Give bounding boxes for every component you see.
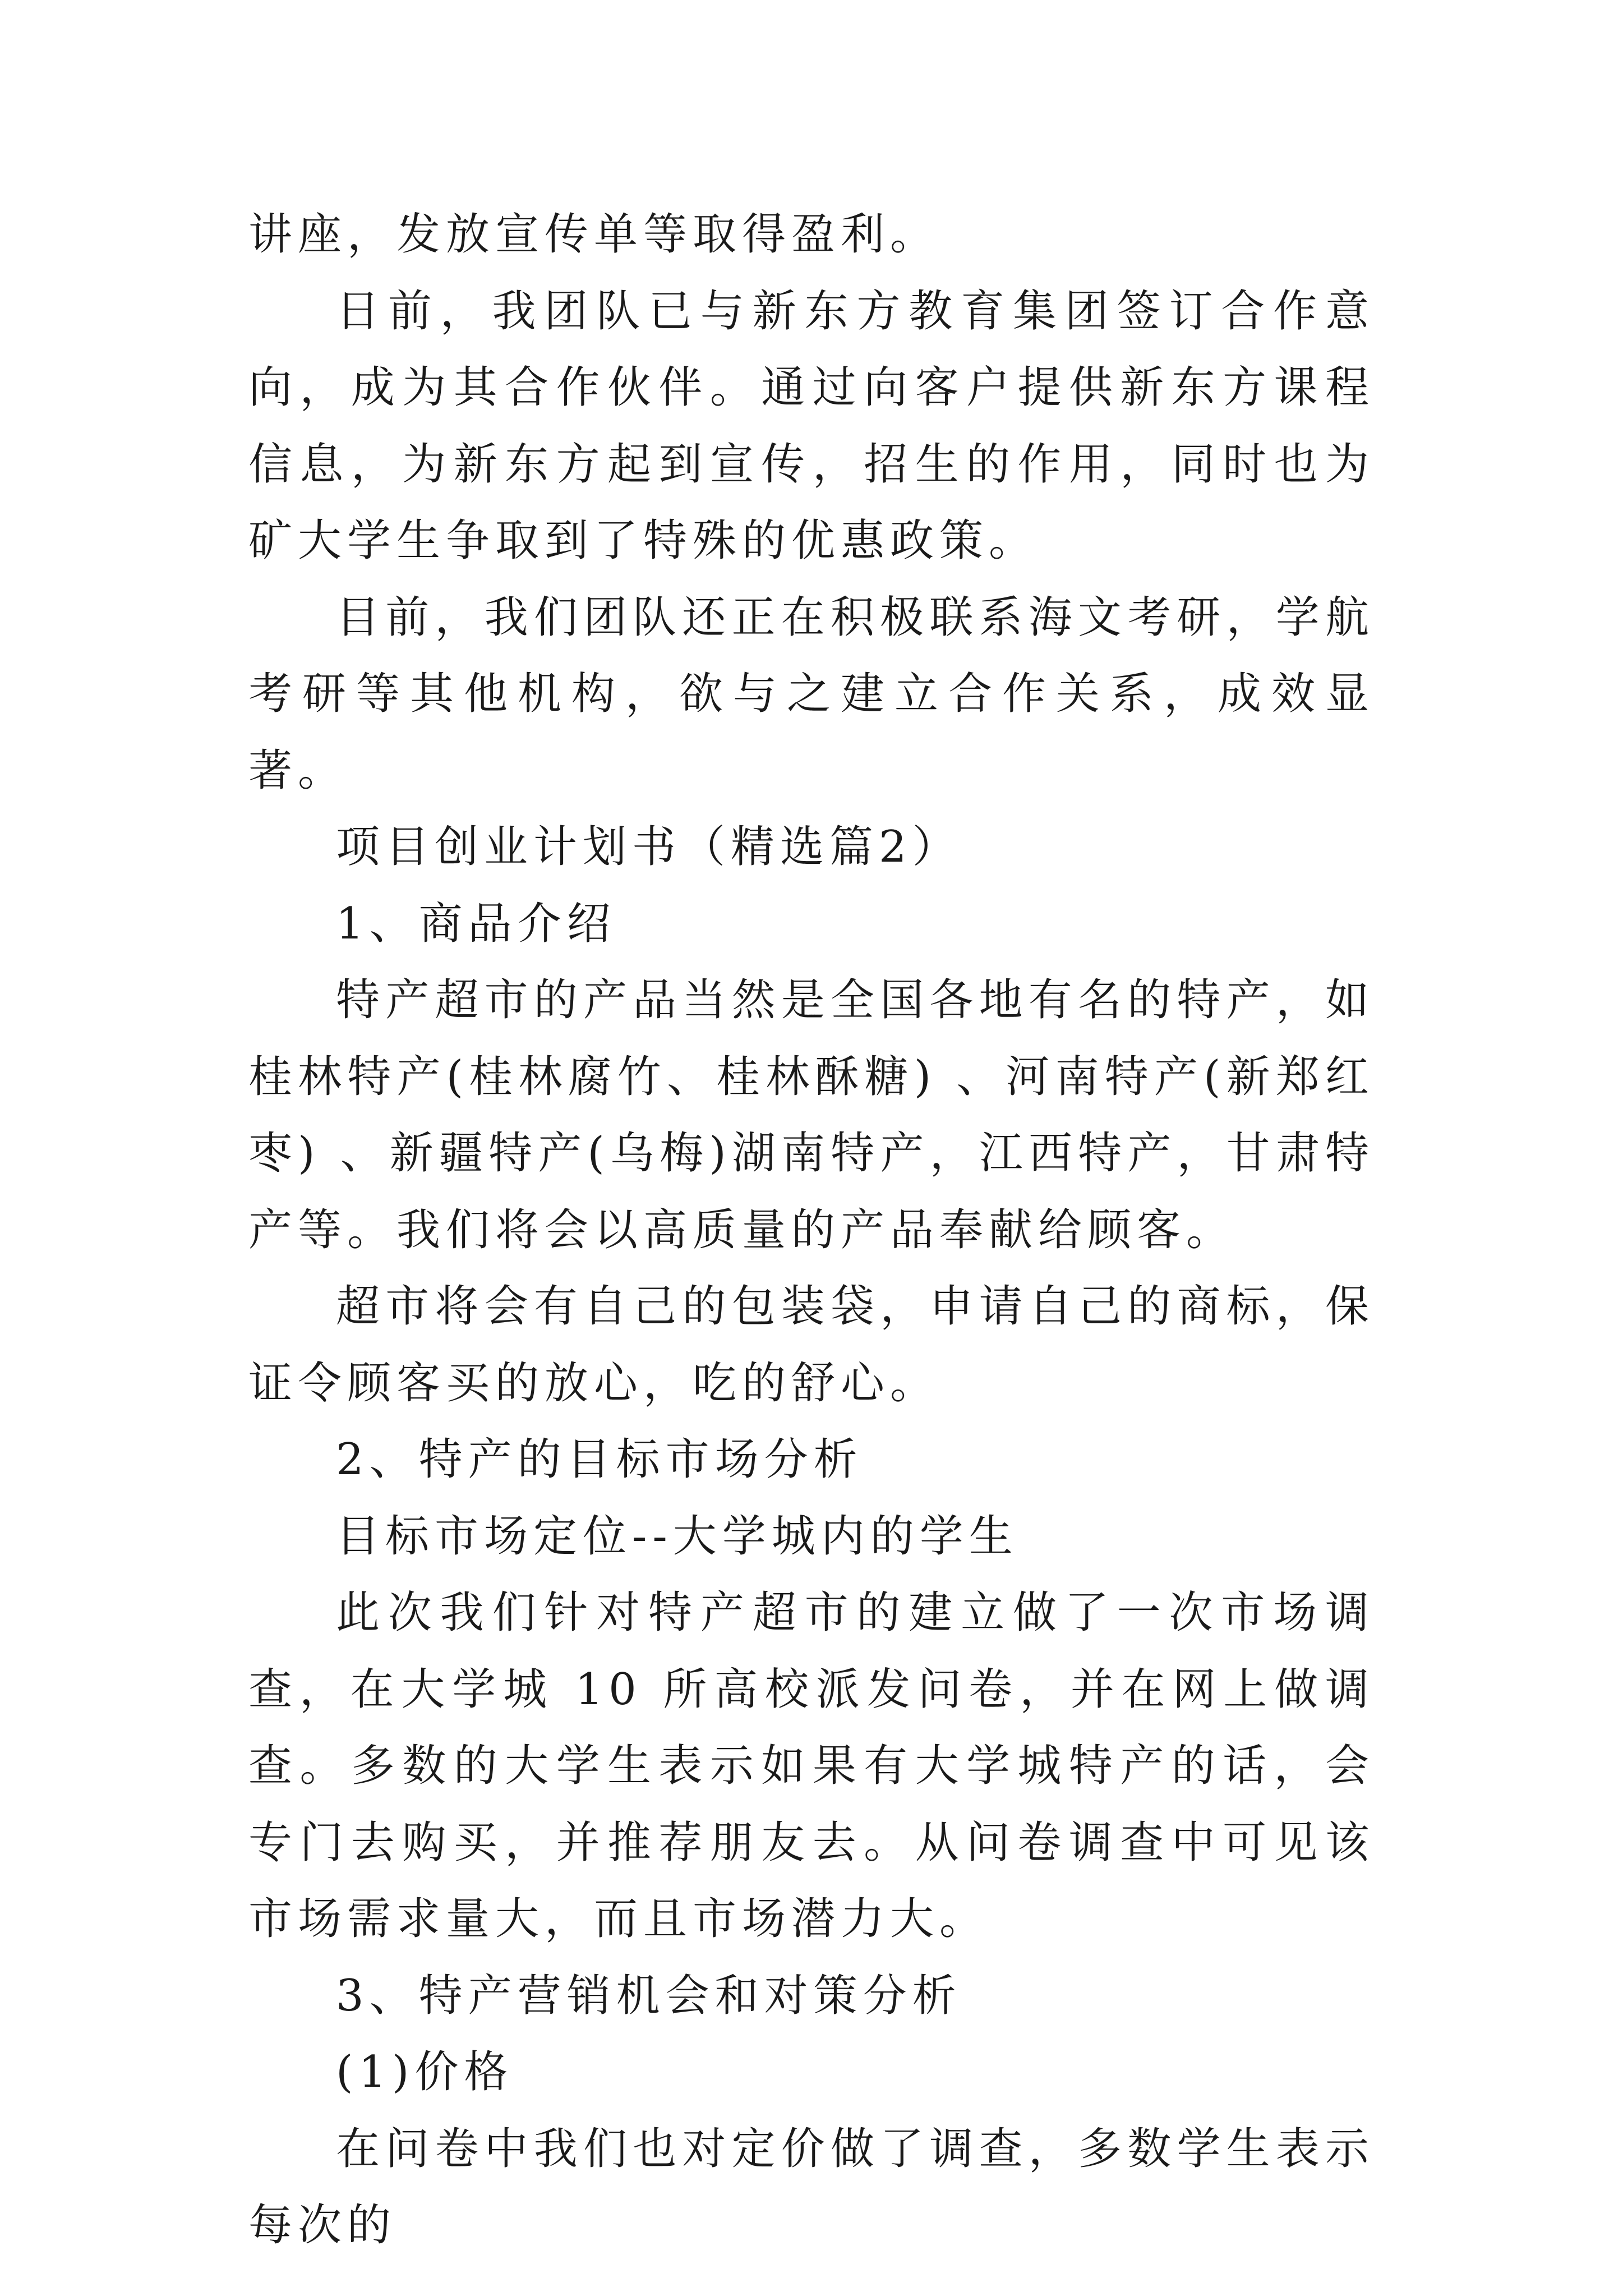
subheading-target-market: 2、特产的目标市场分析 (336, 1434, 863, 1485)
paragraph-continuation: 讲座，发放宣传单等取得盈利。 (248, 209, 940, 260)
paragraph-pricing-survey: 在问卷中我们也对定价做了调查，多数学生表示每次的 (248, 2123, 1375, 2251)
paragraph-other-institutions: 目前，我们团队还正在积极联系海文考研，学航考研等其他机构，欲与之建立合作关系，成效显著。 (248, 592, 1375, 796)
subheading-product-intro: 1、商品介绍 (336, 898, 616, 949)
subheading-market-positioning: 目标市场定位--大学城内的学生 (336, 1511, 1018, 1562)
document-body (248, 196, 1375, 2264)
subheading-marketing-opportunities: 3、特产营销机会和对策分析 (336, 1970, 962, 2021)
paragraph-new-oriental-partnership: 日前，我团队已与新东方教育集团签订合作意向，成为其合作伙伴。通过向客户提供新东方课程信息，为新东方起到宣传，招生的作用，同时也为矿大学生争取到了特殊的优惠政策。 (248, 286, 1375, 566)
paragraph-packaging-brand: 超市将会有自己的包装袋，申请自己的商标，保证令顾客买的放心，吃的舒心。 (248, 1281, 1375, 1409)
paragraph-specialty-products: 特产超市的产品当然是全国各地有名的特产，如桂林特产(桂林腐竹、桂林酥糖) 、河南特产(新郑红枣) 、新疆特产(乌梅)湖南特产，江西特产，甘肃特产等。我们将会以高质量的产品奉献给顾客。 (248, 975, 1375, 1255)
subheading-price: (1)价格 (336, 2047, 514, 2097)
section-title-plan-2: 项目创业计划书（精选篇2） (336, 822, 962, 872)
paragraph-market-survey: 此次我们针对特产超市的建立做了一次市场调查，在大学城 10 所高校派发问卷，并在网上做调查。多数的大学生表示如果有大学城特产的话，会专门去购买，并推荐朋友去。从问卷调查中可见该市场需求量大，而且市场潜力大。 (248, 1588, 1375, 1944)
